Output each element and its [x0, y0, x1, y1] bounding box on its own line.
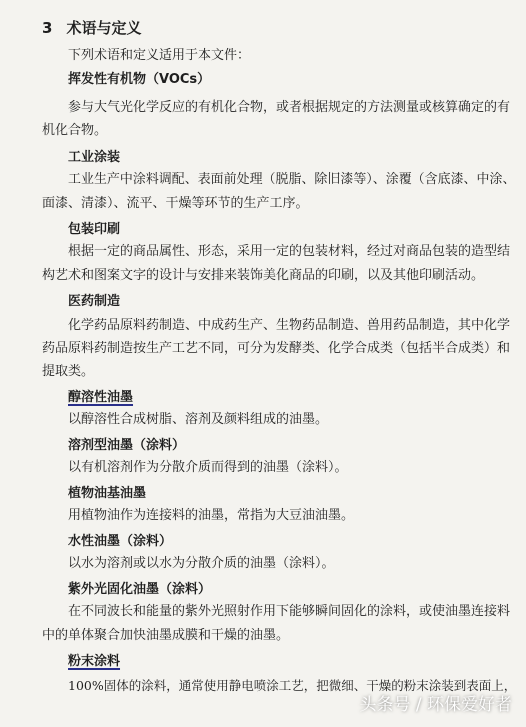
- term-heading: 醇溶性油墨: [68, 390, 134, 405]
- section-heading: [42, 20, 141, 36]
- intro-text: 下列术语和定义适用于本文件：: [68, 48, 251, 63]
- term-heading: 医药制造: [68, 294, 121, 309]
- definition-line: 提取类。: [42, 364, 95, 379]
- term-heading: 挥发性有机物（VOCs）: [68, 72, 211, 87]
- section-number: 3: [42, 19, 53, 37]
- term-heading: 包装印刷: [68, 222, 121, 237]
- definition-line: 在不同波长和能量的紫外光照射作用下能够瞬间固化的涂料，或使油墨连接料: [68, 604, 511, 619]
- term-heading: 紫外光固化油墨（涂料）: [68, 582, 212, 597]
- definition-line: 化学药品原料药制造、中成药生产、生物药品制造、兽用药品制造，其中化学: [68, 318, 511, 333]
- definition-line: 用植物油作为连接料的油墨，常指为大豆油油墨。: [68, 508, 355, 523]
- definition-line: 100%固体的涂料，通常使用静电喷涂工艺，把微细、干燥的粉末涂装到表面上，: [68, 678, 517, 693]
- definition-line: 中的单体聚合加快油墨成膜和干燥的油墨。: [42, 628, 290, 643]
- term-heading: 植物油基油墨: [68, 486, 147, 501]
- definition-line: 构艺术和图案文字的设计与安排来装饰美化商品的印刷，以及其他印刷活动。: [42, 268, 485, 283]
- term-heading: 水性油墨（涂料）: [68, 534, 173, 549]
- definition-line: 参与大气光化学反应的有机化合物，或者根据规定的方法测量或核算确定的有: [68, 100, 511, 115]
- definition-line: 根据一定的商品属性、形态，采用一定的包装材料，经过对商品包装的造型结: [68, 244, 511, 259]
- definition-line: 工业生产中涂料调配、表面前处理（脱脂、除旧漆等）、涂覆（含底漆、中涂、: [68, 172, 516, 187]
- term-heading: 工业涂装: [68, 150, 121, 165]
- section-title: 术语与定义: [66, 19, 142, 37]
- watermark: 头条号 / 环保爱好者: [359, 695, 512, 715]
- definition-line: 以醇溶性合成树脂、溶剂及颜料组成的油墨。: [68, 412, 329, 427]
- definition-line: 以水为溶剂或以水为分散介质的油墨（涂料）。: [68, 556, 335, 571]
- definition-line: 面漆、清漆）、流平、干燥等环节的生产工序。: [42, 196, 309, 211]
- term-heading: 溶剂型油墨（涂料）: [68, 438, 186, 453]
- definition-line: 机化合物。: [42, 123, 108, 138]
- term-heading: 粉末涂料: [68, 654, 121, 669]
- definition-line: 药品原料药制造按生产工艺不同，可分为发酵类、化学合成类（包括半合成类）和: [42, 341, 511, 356]
- definition-line: 以有机溶剂作为分散介质而得到的油墨（涂料）。: [68, 460, 348, 475]
